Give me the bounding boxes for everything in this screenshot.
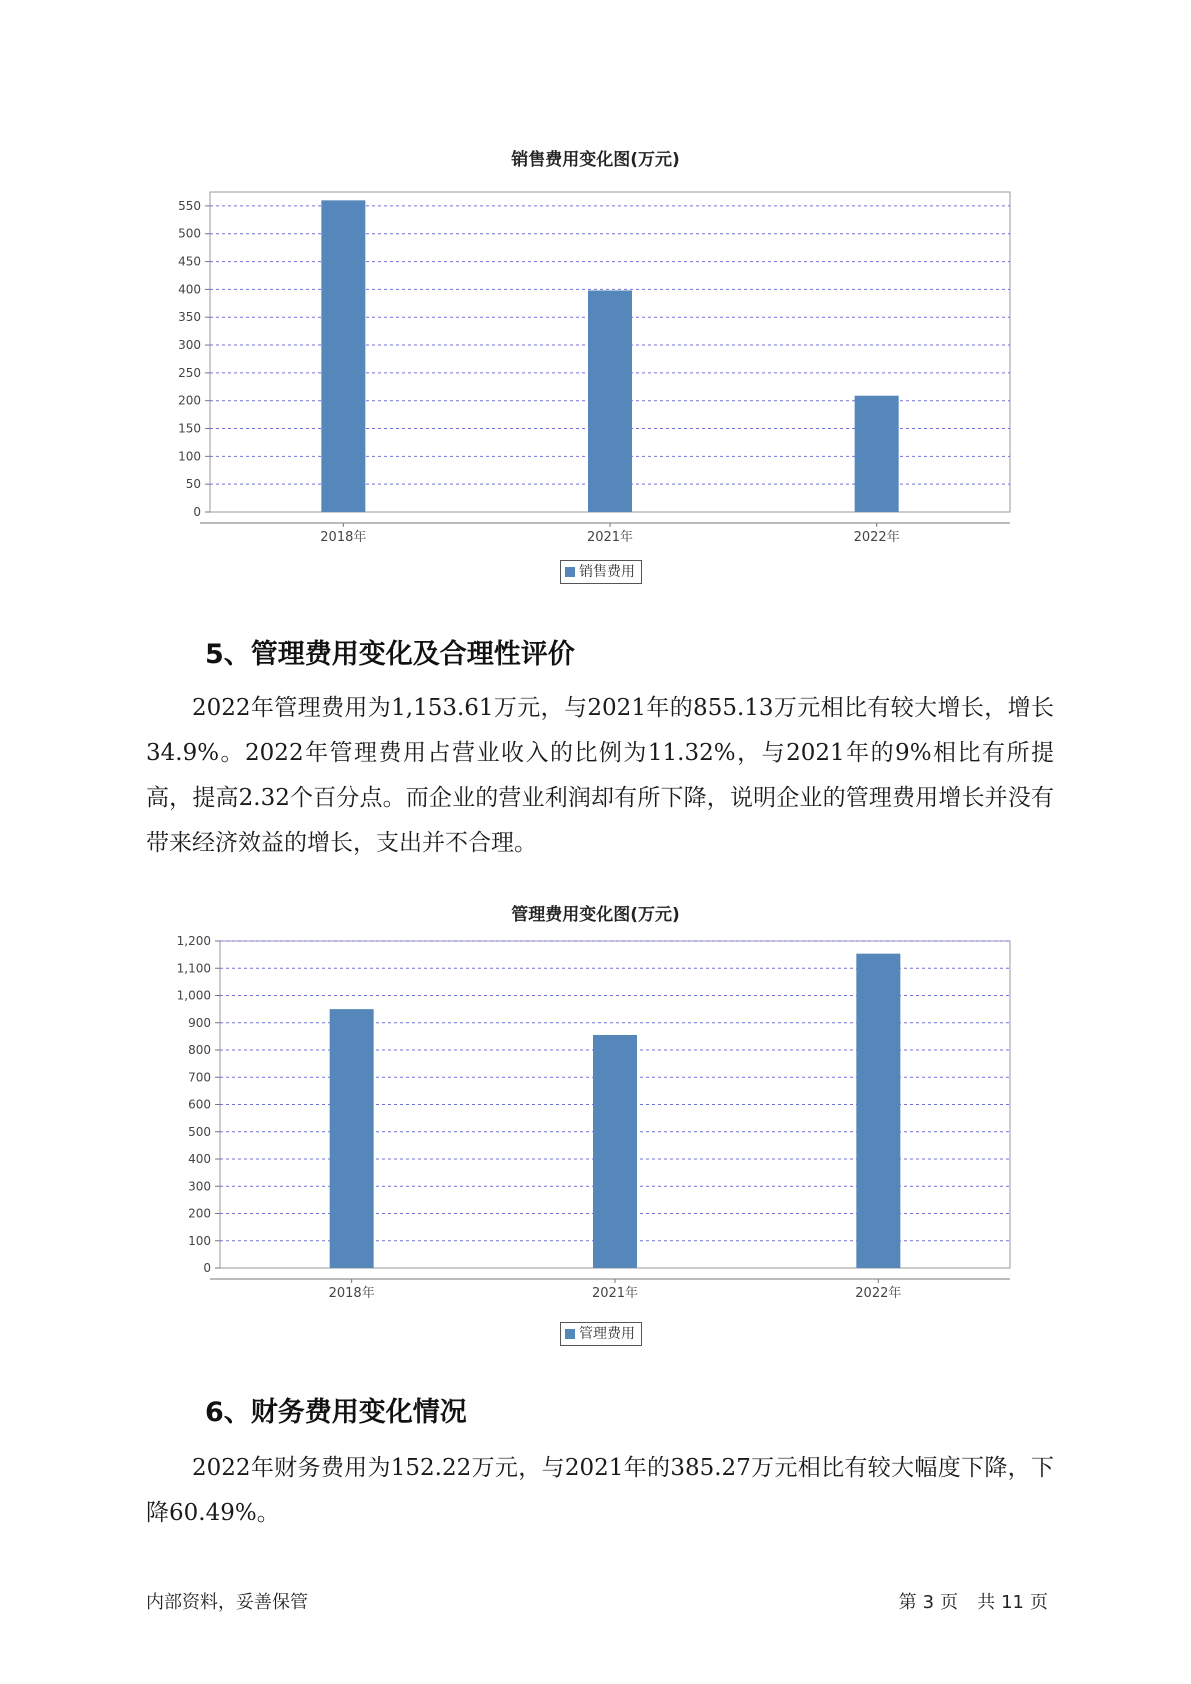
y-tick-label: 200 [178, 393, 201, 408]
legend-sales [560, 560, 642, 584]
y-tick-label: 100 [188, 1233, 211, 1248]
paragraph-text-6: 2022年财务费用为152.22万元，与2021年的385.27万元相比有较大幅度下降，下降60.49%。 [146, 1455, 1054, 1526]
footer-total-pages: 11 [1001, 1592, 1024, 1613]
x-tick-label: 2021年 [586, 530, 634, 545]
bar [593, 1035, 637, 1268]
footer-confidential-note: 内部资料，妥善保管 [146, 1592, 308, 1613]
y-tick-label: 1,200 [176, 934, 211, 948]
legend-admin [560, 1322, 642, 1346]
bar [330, 1009, 374, 1268]
y-tick-label: 800 [188, 1043, 211, 1057]
section-paragraph-5 [146, 686, 1054, 866]
y-tick-label: 200 [188, 1206, 211, 1221]
y-tick-label: 300 [178, 338, 201, 353]
y-tick-label: 0 [193, 505, 201, 519]
legend-label-sales: 销售费用 [579, 564, 635, 580]
paragraph-text-5: 2022年管理费用为1,153.61万元，与2021年的855.13万元相比有较大增长，增长34.9%。2022年管理费用占营业收入的比例为11.32%，与2021年的9%相比有所提高，提高2.32个百分点。而企业的营业利润却有所下降，说明企业的管理费用增长并没有带来经济效益的增长，支出并不合理。 [146, 695, 1054, 856]
x-tick-label: 2018年 [320, 530, 367, 545]
y-tick-label: 400 [188, 1152, 211, 1166]
section-heading-5: 5、管理费用变化及合理性评价 [205, 639, 575, 670]
y-tick-label: 150 [178, 421, 201, 436]
y-tick-label: 700 [188, 1070, 211, 1085]
footer-page-unit: 页 [940, 1592, 959, 1613]
x-tick-label: 2022年 [853, 530, 900, 545]
chart-title-sales: 销售费用变化图(万元) [511, 150, 680, 170]
footer-total-prefix: 共 [977, 1592, 996, 1613]
y-tick-label: 500 [178, 226, 201, 241]
chart-title-admin: 管理费用变化图(万元) [511, 905, 680, 925]
footer-page-info [896, 1588, 1051, 1614]
x-tick-label: 2021年 [591, 1286, 639, 1301]
y-tick-label: 600 [188, 1097, 211, 1112]
y-tick-label: 100 [178, 449, 201, 464]
legend-label-admin: 管理费用 [579, 1326, 635, 1342]
bar [856, 954, 900, 1268]
legend-swatch-icon [565, 567, 575, 577]
footer-page-prefix: 第 [898, 1592, 917, 1613]
y-tick-label: 1,100 [176, 961, 211, 976]
y-tick-label: 0 [203, 1261, 211, 1275]
sales-expense-bar-chart [0, 170, 1191, 550]
y-tick-label: 450 [178, 254, 201, 269]
y-tick-label: 350 [178, 310, 201, 325]
section-paragraph-6 [146, 1446, 1054, 1536]
bar [321, 200, 365, 512]
y-tick-label: 900 [188, 1015, 211, 1030]
bar [855, 396, 899, 512]
legend-swatch-icon [565, 1329, 575, 1339]
y-tick-label: 1,000 [176, 988, 211, 1003]
y-tick-label: 400 [178, 282, 201, 297]
footer-total-unit: 页 [1030, 1592, 1048, 1613]
y-tick-label: 500 [188, 1124, 211, 1139]
y-tick-label: 300 [188, 1179, 211, 1194]
y-tick-label: 50 [185, 477, 201, 492]
admin-expense-bar-chart [0, 925, 1191, 1325]
footer-page-number: 3 [922, 1592, 935, 1613]
x-tick-label: 2018年 [328, 1286, 375, 1301]
x-tick-label: 2022年 [855, 1286, 902, 1301]
bar [588, 291, 632, 512]
section-heading-6: 6、财务费用变化情况 [205, 1397, 467, 1428]
y-tick-label: 550 [178, 198, 201, 213]
y-tick-label: 250 [178, 365, 201, 380]
